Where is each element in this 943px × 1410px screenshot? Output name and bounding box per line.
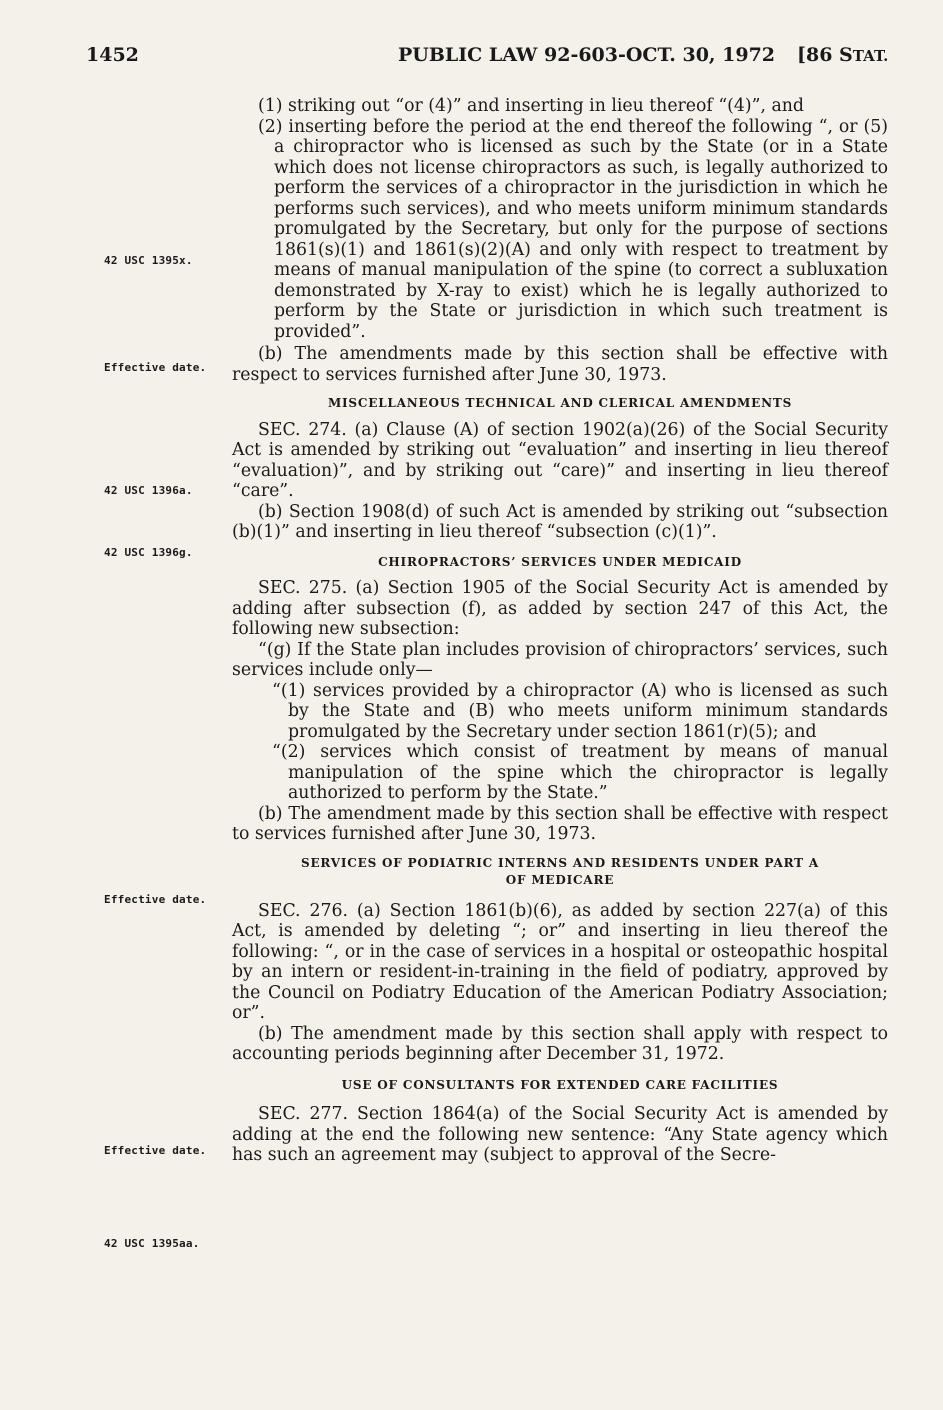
- paragraph: SEC. 277. Section 1864(a) of the Social Security Act is amended by adding at the end the following new sentence: “Any State agency which has such an agreement may (subject to approval of the Secre-: [232, 1104, 888, 1165]
- page-number: 1452: [86, 44, 139, 66]
- section-heading: USE OF CONSULTANTS FOR EXTENDED CARE FACILITIES: [341, 1077, 779, 1092]
- margin-note-usc-1396g: 42 USC 1396g.: [104, 546, 193, 559]
- paragraph: “(2) services which consist of treatment by means of manual manipulation of the spine which the chiropractor is legally authorized to perform by the State.”: [272, 742, 888, 803]
- margin-note-effective-date: Effective date.: [104, 1144, 207, 1157]
- paragraph: SEC. 274. (a) Clause (A) of section 1902(a)(26) of the Social Security Act is amended by striking out “evaluation” and inserting in lieu thereof “evaluation)”, and by striking out “care)” and inserting in lieu thereof “care”.: [232, 419, 888, 501]
- paragraph: (b) The amendment made by this section shall be effective with respect to services furnished after June 30, 1973.: [232, 803, 888, 844]
- section-heading: CHIROPRACTORS’ SERVICES UNDER MEDICAID: [378, 554, 742, 569]
- margin-note-effective-date: Effective date.: [104, 361, 207, 374]
- paragraph: “(g) If the State plan includes provision of chiropractors’ services, such services include only—: [232, 639, 888, 680]
- paragraph: (1) striking out “or (4)” and inserting in lieu thereof “(4)”, and: [258, 96, 804, 116]
- paragraph: (2) inserting before the period at the end thereof the following “, or (5) a chiropractor who is licensed as such by the State (or in a State which does not license chiropractors as such, is legally authorized to perform the services of a chiropractor in the jurisdiction in which he performs such services), and who meets uniform minimum standards promulgated by the Secretary, but only for the purpose of sections 1861(s)(1) and 1861(s)(2)(A) and only with respect to treatment by means of manual manipulation of the spine (to correct a subluxation demonstrated by X-ray to exist) which he is legally authorized to perform by the State or jurisdiction in which such treatment is provided”.: [258, 116, 888, 342]
- paragraph: SEC. 275. (a) Section 1905 of the Social Security Act is amended by adding after subsection (f), as added by section 247 of this Act, the following new subsection:: [232, 578, 888, 639]
- margin-note-usc-1395aa: 42 USC 1395aa.: [104, 1237, 200, 1250]
- margin-note-usc-1395x: 42 USC 1395x.: [104, 254, 193, 267]
- page-title: PUBLIC LAW 92-603-OCT. 30, 1972: [398, 44, 776, 66]
- paragraph: (b) Section 1908(d) of such Act is amended by striking out “subsection (b)(1)” and inserting in lieu thereof “subsection (c)(1)”.: [232, 501, 888, 542]
- paragraph: (b) The amendment made by this section shall apply with respect to accounting periods beginning after December 31, 1972.: [232, 1023, 888, 1064]
- section-heading: MISCELLANEOUS TECHNICAL AND CLERICAL AMENDMENTS: [327, 396, 793, 410]
- statute-reference: [86 STAT.: [797, 44, 889, 66]
- page-body: [232, 96, 888, 1166]
- margin-note-effective-date: Effective date.: [104, 893, 207, 906]
- margin-note-usc-1396a: 42 USC 1396a.: [104, 484, 193, 497]
- paragraph: SEC. 276. (a) Section 1861(b)(6), as added by section 227(a) of this Act, is amended by deleting “; or” and inserting in lieu thereof the following: “, or in the case of services in a hospital or osteopathic hospital by an intern or resident-in-training in the field of podiatry, approved by the Council on Podiatry Education of the American Podiatry Association; or”.: [232, 900, 888, 1023]
- section-heading: SERVICES OF PODIATRIC INTERNS AND RESIDENTS UNDER PART A OF MEDICARE: [301, 855, 819, 887]
- paragraph: “(1) services provided by a chiropractor (A) who is licensed as such by the State and (B) who meets uniform minimum standards promulgated by the Secretary under section 1861(r)(5); and: [272, 680, 888, 742]
- page-header: [0, 44, 943, 74]
- paragraph: (b) The amendments made by this section shall be effective with respect to services furnished after June 30, 1973.: [232, 344, 888, 385]
